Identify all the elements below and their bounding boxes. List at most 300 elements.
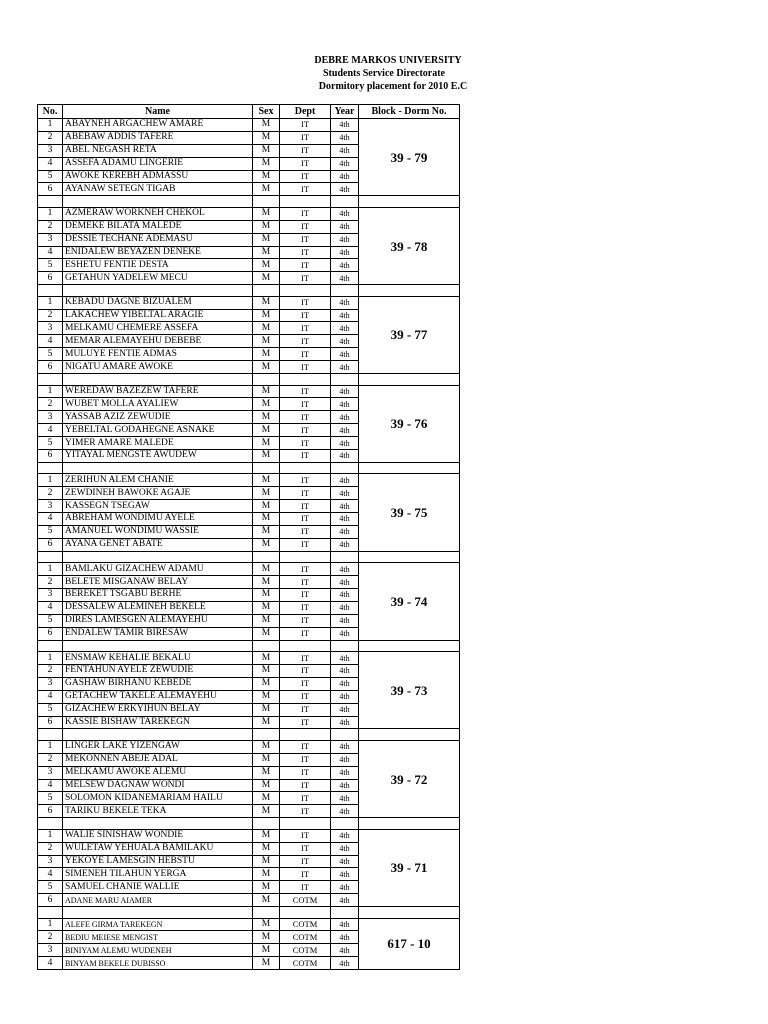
cell-no: 5: [38, 881, 63, 894]
cell-year: 4th: [331, 792, 359, 805]
cell-dept: IT: [280, 703, 331, 716]
cell-dept: IT: [280, 589, 331, 602]
cell-name: ZERIHUN ALEM CHANIE: [63, 474, 253, 487]
table-row: [38, 119, 460, 132]
cell-sex: M: [253, 563, 280, 576]
empty-cell: [280, 818, 331, 830]
empty-cell: [38, 907, 63, 919]
cell-year: 4th: [331, 131, 359, 144]
cell-no: 4: [38, 690, 63, 703]
empty-cell: [63, 818, 253, 830]
cell-name: DESSIE TECHANE ADEMASU: [63, 233, 253, 246]
empty-cell: [280, 907, 331, 919]
cell-sex: M: [253, 957, 280, 970]
cell-sex: M: [253, 246, 280, 259]
cell-year: 4th: [331, 487, 359, 500]
table-row: [38, 918, 460, 931]
cell-sex: M: [253, 918, 280, 931]
cell-no: 2: [38, 131, 63, 144]
cell-sex: M: [253, 690, 280, 703]
cell-sex: M: [253, 348, 280, 361]
empty-cell: [359, 551, 460, 563]
cell-dept: IT: [280, 614, 331, 627]
cell-dept: IT: [280, 601, 331, 614]
cell-name: KASSEGN TSEGAW: [63, 500, 253, 513]
cell-no: 5: [38, 348, 63, 361]
cell-name: WULETAW YEHUALA BAMILAKU: [63, 842, 253, 855]
cell-year: 4th: [331, 157, 359, 170]
cell-name: ABEBAW ADDIS TAFERE: [63, 131, 253, 144]
cell-no: 5: [38, 525, 63, 538]
cell-no: 2: [38, 664, 63, 677]
empty-cell: [359, 285, 460, 297]
cell-sex: M: [253, 538, 280, 551]
cell-name: AYANAW SETEGN TIGAB: [63, 183, 253, 196]
table-row: [38, 652, 460, 665]
cell-no: 3: [38, 589, 63, 602]
group-separator-row: [38, 374, 460, 386]
group-separator-row: [38, 818, 460, 830]
cell-dept: IT: [280, 348, 331, 361]
cell-year: 4th: [331, 563, 359, 576]
cell-sex: M: [253, 398, 280, 411]
cell-dept: IT: [280, 207, 331, 220]
cell-name: SIMENEH TILAHUN YERGA: [63, 868, 253, 881]
cell-year: 4th: [331, 753, 359, 766]
cell-dept: IT: [280, 842, 331, 855]
cell-no: 3: [38, 233, 63, 246]
cell-sex: M: [253, 881, 280, 894]
cell-year: 4th: [331, 272, 359, 285]
empty-cell: [359, 818, 460, 830]
empty-cell: [280, 551, 331, 563]
table-body: [38, 119, 460, 970]
cell-no: 2: [38, 220, 63, 233]
empty-cell: [253, 640, 280, 652]
cell-year: 4th: [331, 538, 359, 551]
placement-table: [37, 104, 460, 970]
cell-no: 6: [38, 805, 63, 818]
block-dorm-number: 39 - 75: [359, 474, 460, 551]
block-dorm-number: 39 - 74: [359, 563, 460, 640]
empty-cell: [253, 729, 280, 741]
cell-name: BINIYAM ALEMU WUDENEH: [63, 944, 253, 957]
cell-no: 6: [38, 361, 63, 374]
cell-name: BAMLAKU GIZACHEW ADAMU: [63, 563, 253, 576]
cell-year: 4th: [331, 918, 359, 931]
cell-year: 4th: [331, 690, 359, 703]
cell-name: DESSALEW ALEMINEH BEKELE: [63, 601, 253, 614]
cell-name: TARIKU BEKELE TEKA: [63, 805, 253, 818]
cell-dept: IT: [280, 855, 331, 868]
group-separator-row: [38, 196, 460, 208]
cell-no: 2: [38, 842, 63, 855]
empty-cell: [253, 907, 280, 919]
cell-year: 4th: [331, 119, 359, 132]
cell-sex: M: [253, 740, 280, 753]
empty-cell: [359, 374, 460, 386]
cell-no: 3: [38, 144, 63, 157]
cell-sex: M: [253, 474, 280, 487]
cell-sex: M: [253, 361, 280, 374]
cell-dept: IT: [280, 525, 331, 538]
empty-cell: [331, 462, 359, 474]
cell-dept: IT: [280, 677, 331, 690]
column-header-dept: Dept: [280, 105, 331, 119]
empty-cell: [359, 729, 460, 741]
cell-name: YEKOYE LAMESGIN HEBSTU: [63, 855, 253, 868]
cell-sex: M: [253, 424, 280, 437]
empty-cell: [253, 374, 280, 386]
cell-sex: M: [253, 753, 280, 766]
cell-name: DEMEKE BILATA MALEDE: [63, 220, 253, 233]
cell-no: 4: [38, 601, 63, 614]
cell-dept: IT: [280, 716, 331, 729]
cell-year: 4th: [331, 601, 359, 614]
empty-cell: [63, 196, 253, 208]
empty-cell: [331, 729, 359, 741]
cell-dept: IT: [280, 576, 331, 589]
cell-sex: M: [253, 716, 280, 729]
cell-sex: M: [253, 487, 280, 500]
block-dorm-number: 617 - 10: [359, 918, 460, 970]
group-separator-row: [38, 907, 460, 919]
cell-dept: COTM: [280, 957, 331, 970]
cell-year: 4th: [331, 779, 359, 792]
cell-no: 4: [38, 779, 63, 792]
cell-sex: M: [253, 170, 280, 183]
cell-sex: M: [253, 614, 280, 627]
cell-year: 4th: [331, 233, 359, 246]
cell-sex: M: [253, 944, 280, 957]
directorate-title: Students Service Directorate: [322, 68, 445, 79]
table-row: [38, 474, 460, 487]
cell-name: KASSIE BISHAW TAREKEGN: [63, 716, 253, 729]
cell-year: 4th: [331, 855, 359, 868]
cell-no: 1: [38, 918, 63, 931]
cell-dept: IT: [280, 183, 331, 196]
cell-dept: IT: [280, 220, 331, 233]
cell-name: WALIE SINISHAW WONDIE: [63, 829, 253, 842]
cell-sex: M: [253, 207, 280, 220]
cell-sex: M: [253, 322, 280, 335]
cell-no: 2: [38, 931, 63, 944]
empty-cell: [63, 374, 253, 386]
cell-year: 4th: [331, 931, 359, 944]
empty-cell: [38, 729, 63, 741]
cell-name: NIGATU AMARE AWOKE: [63, 361, 253, 374]
cell-dept: IT: [280, 627, 331, 640]
cell-year: 4th: [331, 664, 359, 677]
cell-dept: IT: [280, 246, 331, 259]
cell-name: SOLOMON KIDANEMARIAM HAILU: [63, 792, 253, 805]
block-dorm-number: 39 - 72: [359, 740, 460, 817]
cell-sex: M: [253, 259, 280, 272]
cell-year: 4th: [331, 589, 359, 602]
empty-cell: [38, 374, 63, 386]
cell-name: ESHETU FENTIE DESTA: [63, 259, 253, 272]
cell-dept: IT: [280, 690, 331, 703]
cell-year: 4th: [331, 361, 359, 374]
cell-sex: M: [253, 411, 280, 424]
cell-name: BINYAM BEKELE DUBISSO: [63, 957, 253, 970]
cell-no: 4: [38, 335, 63, 348]
placement-sheet: [37, 104, 459, 970]
cell-dept: IT: [280, 272, 331, 285]
cell-no: 1: [38, 829, 63, 842]
cell-name: BELETE MISGANAW BELAY: [63, 576, 253, 589]
cell-name: YASSAB AZIZ ZEWUDIE: [63, 411, 253, 424]
cell-year: 4th: [331, 335, 359, 348]
empty-cell: [280, 196, 331, 208]
cell-dept: IT: [280, 652, 331, 665]
cell-year: 4th: [331, 614, 359, 627]
cell-sex: M: [253, 157, 280, 170]
cell-year: 4th: [331, 703, 359, 716]
cell-no: 3: [38, 500, 63, 513]
cell-no: 1: [38, 740, 63, 753]
cell-name: MELKAMU CHEMERE ASSEFA: [63, 322, 253, 335]
cell-no: 5: [38, 703, 63, 716]
cell-no: 1: [38, 207, 63, 220]
cell-year: 4th: [331, 957, 359, 970]
cell-dept: IT: [280, 868, 331, 881]
cell-year: 4th: [331, 411, 359, 424]
cell-dept: IT: [280, 513, 331, 526]
cell-name: AYANA GENET ABATE: [63, 538, 253, 551]
cell-name: YEBELTAL GODAHEGNE ASNAKE: [63, 424, 253, 437]
cell-no: 1: [38, 119, 63, 132]
cell-year: 4th: [331, 894, 359, 907]
group-separator-row: [38, 462, 460, 474]
cell-dept: COTM: [280, 944, 331, 957]
empty-cell: [280, 729, 331, 741]
cell-no: 4: [38, 513, 63, 526]
cell-dept: IT: [280, 779, 331, 792]
cell-dept: IT: [280, 119, 331, 132]
group-separator-row: [38, 729, 460, 741]
cell-dept: IT: [280, 296, 331, 309]
cell-dept: COTM: [280, 894, 331, 907]
cell-year: 4th: [331, 627, 359, 640]
cell-no: 2: [38, 487, 63, 500]
cell-year: 4th: [331, 246, 359, 259]
cell-sex: M: [253, 766, 280, 779]
cell-dept: IT: [280, 740, 331, 753]
cell-name: BEDIU MEIESE MENGIST: [63, 931, 253, 944]
cell-sex: M: [253, 500, 280, 513]
column-header-no: No.: [38, 105, 63, 119]
cell-sex: M: [253, 525, 280, 538]
cell-year: 4th: [331, 183, 359, 196]
cell-sex: M: [253, 309, 280, 322]
empty-cell: [331, 196, 359, 208]
empty-cell: [63, 729, 253, 741]
cell-no: 3: [38, 677, 63, 690]
cell-name: ABAYNEH ARGACHEW AMARE: [63, 119, 253, 132]
empty-cell: [63, 285, 253, 297]
cell-sex: M: [253, 335, 280, 348]
cell-dept: IT: [280, 335, 331, 348]
cell-year: 4th: [331, 766, 359, 779]
cell-dept: IT: [280, 474, 331, 487]
empty-cell: [253, 551, 280, 563]
cell-sex: M: [253, 894, 280, 907]
cell-sex: M: [253, 144, 280, 157]
cell-dept: IT: [280, 437, 331, 450]
cell-name: GETACHEW TAKELE ALEMAYEHU: [63, 690, 253, 703]
cell-no: 4: [38, 957, 63, 970]
cell-no: 4: [38, 157, 63, 170]
cell-dept: IT: [280, 424, 331, 437]
cell-dept: IT: [280, 805, 331, 818]
cell-no: 6: [38, 894, 63, 907]
group-separator-row: [38, 551, 460, 563]
table-row: [38, 296, 460, 309]
cell-year: 4th: [331, 829, 359, 842]
cell-no: 6: [38, 716, 63, 729]
cell-year: 4th: [331, 805, 359, 818]
cell-name: GIZACHEW ERKYIHUN BELAY: [63, 703, 253, 716]
cell-dept: COTM: [280, 931, 331, 944]
empty-cell: [63, 462, 253, 474]
cell-no: 6: [38, 272, 63, 285]
cell-dept: IT: [280, 131, 331, 144]
cell-no: 5: [38, 614, 63, 627]
empty-cell: [38, 196, 63, 208]
cell-dept: IT: [280, 766, 331, 779]
cell-name: MEKONNEN ABEJE ADAL: [63, 753, 253, 766]
cell-year: 4th: [331, 576, 359, 589]
cell-name: LAKACHEW YIBELTAL ARAGIE: [63, 309, 253, 322]
empty-cell: [359, 907, 460, 919]
cell-year: 4th: [331, 881, 359, 894]
block-dorm-number: 39 - 77: [359, 296, 460, 373]
empty-cell: [253, 196, 280, 208]
cell-year: 4th: [331, 170, 359, 183]
cell-dept: IT: [280, 233, 331, 246]
cell-no: 1: [38, 474, 63, 487]
cell-dept: IT: [280, 309, 331, 322]
cell-name: ALEFE GIRMA TAREKEGN: [63, 918, 253, 931]
empty-cell: [331, 285, 359, 297]
cell-sex: M: [253, 664, 280, 677]
cell-sex: M: [253, 576, 280, 589]
cell-year: 4th: [331, 398, 359, 411]
cell-dept: IT: [280, 170, 331, 183]
table-row: [38, 385, 460, 398]
cell-dept: IT: [280, 664, 331, 677]
empty-cell: [63, 907, 253, 919]
cell-dept: IT: [280, 500, 331, 513]
cell-name: AZMERAW WORKNEH CHEKOL: [63, 207, 253, 220]
cell-no: 5: [38, 259, 63, 272]
cell-year: 4th: [331, 348, 359, 361]
empty-cell: [280, 640, 331, 652]
cell-year: 4th: [331, 868, 359, 881]
cell-name: LINGER LAKE YIZENGAW: [63, 740, 253, 753]
cell-name: YIMER AMARE MALEDE: [63, 437, 253, 450]
cell-dept: COTM: [280, 918, 331, 931]
cell-year: 4th: [331, 716, 359, 729]
cell-sex: M: [253, 119, 280, 132]
cell-no: 5: [38, 170, 63, 183]
empty-cell: [38, 551, 63, 563]
cell-year: 4th: [331, 677, 359, 690]
table-row: [38, 740, 460, 753]
cell-sex: M: [253, 868, 280, 881]
cell-dept: IT: [280, 322, 331, 335]
empty-cell: [280, 462, 331, 474]
cell-no: 1: [38, 652, 63, 665]
cell-name: ZEWDINEH BAWOKE AGAJE: [63, 487, 253, 500]
cell-year: 4th: [331, 500, 359, 513]
cell-name: KEBADU DAGNE BIZUALEM: [63, 296, 253, 309]
cell-year: 4th: [331, 740, 359, 753]
university-title: DEBRE MARKOS UNIVERSITY: [314, 55, 462, 66]
cell-sex: M: [253, 703, 280, 716]
cell-no: 2: [38, 576, 63, 589]
column-header-year: Year: [331, 105, 359, 119]
cell-name: ASSEFA ADAMU LINGERIE: [63, 157, 253, 170]
cell-year: 4th: [331, 385, 359, 398]
empty-cell: [359, 640, 460, 652]
cell-sex: M: [253, 829, 280, 842]
cell-sex: M: [253, 296, 280, 309]
cell-year: 4th: [331, 144, 359, 157]
cell-no: 6: [38, 627, 63, 640]
cell-sex: M: [253, 589, 280, 602]
document-header: [0, 54, 768, 93]
cell-year: 4th: [331, 296, 359, 309]
cell-no: 2: [38, 398, 63, 411]
cell-dept: IT: [280, 361, 331, 374]
cell-year: 4th: [331, 437, 359, 450]
cell-dept: IT: [280, 449, 331, 462]
cell-dept: IT: [280, 563, 331, 576]
cell-no: 6: [38, 538, 63, 551]
cell-name: MELKAMU AWOKE ALEMU: [63, 766, 253, 779]
cell-name: ENDALEW TAMIR BIRESAW: [63, 627, 253, 640]
cell-dept: IT: [280, 157, 331, 170]
cell-no: 6: [38, 183, 63, 196]
cell-year: 4th: [331, 652, 359, 665]
cell-year: 4th: [331, 220, 359, 233]
empty-cell: [38, 462, 63, 474]
cell-dept: IT: [280, 753, 331, 766]
cell-dept: IT: [280, 881, 331, 894]
cell-no: 6: [38, 449, 63, 462]
cell-year: 4th: [331, 207, 359, 220]
cell-no: 3: [38, 411, 63, 424]
empty-cell: [38, 818, 63, 830]
block-dorm-number: 39 - 79: [359, 119, 460, 196]
cell-name: AMANUEL WONDIMU WASSIE: [63, 525, 253, 538]
cell-no: 2: [38, 753, 63, 766]
cell-no: 4: [38, 424, 63, 437]
column-header-name: Name: [63, 105, 253, 119]
cell-sex: M: [253, 513, 280, 526]
cell-name: YITAYAL MENGSTE AWUDEW: [63, 449, 253, 462]
cell-name: ENSMAW KEHALIE BEKALU: [63, 652, 253, 665]
cell-name: MELSEW DAGNAW WONDI: [63, 779, 253, 792]
cell-year: 4th: [331, 474, 359, 487]
cell-name: WUBET MOLLA AYALIEW: [63, 398, 253, 411]
empty-cell: [253, 285, 280, 297]
cell-dept: IT: [280, 829, 331, 842]
cell-dept: IT: [280, 144, 331, 157]
empty-cell: [38, 640, 63, 652]
